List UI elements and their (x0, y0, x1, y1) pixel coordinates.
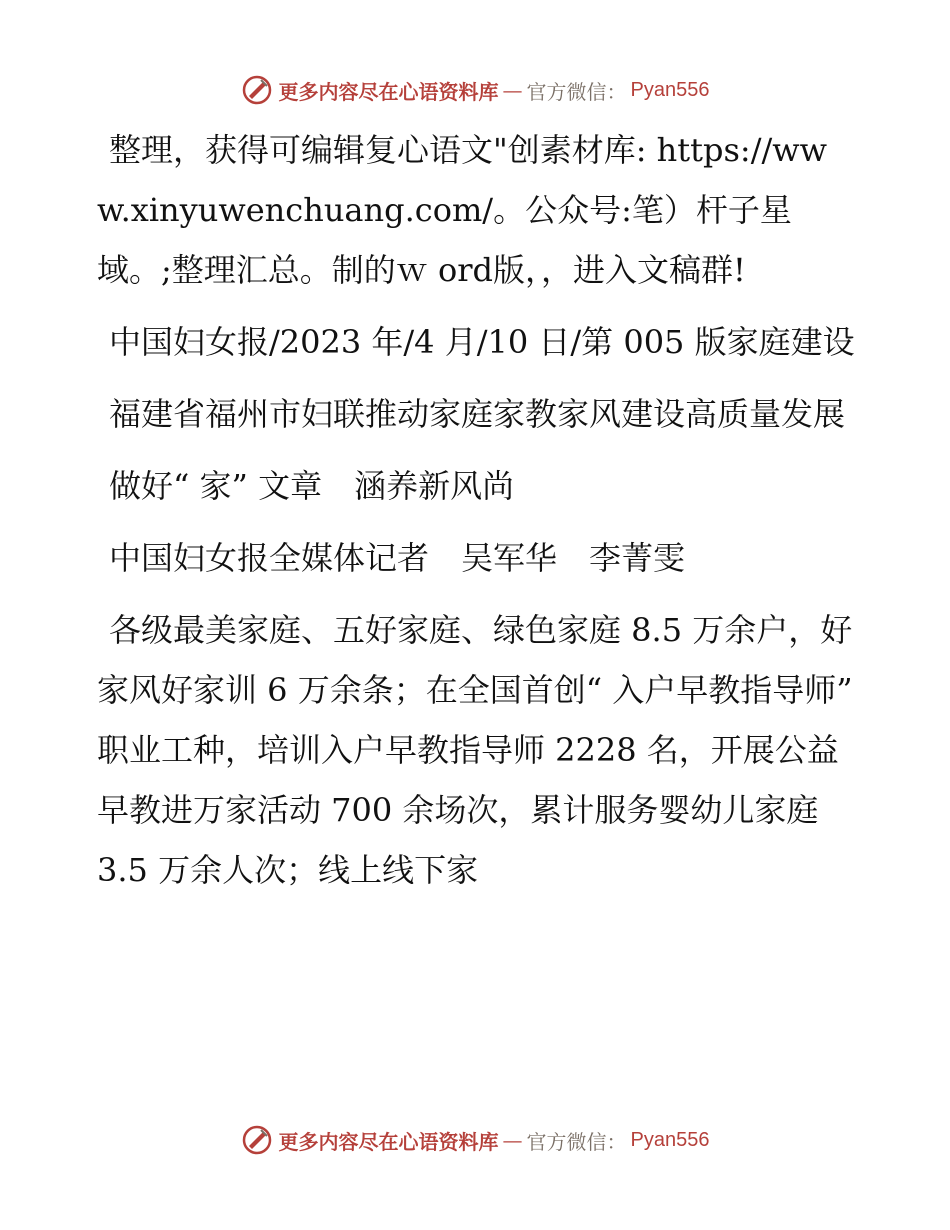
banner-wechat-label: 官方微信： (526, 1129, 627, 1154)
banner-slogan: 更多内容尽在心语资料库 (278, 79, 499, 104)
article-subheadline: 做好“ 家” 文章 涵养新风尚 (109, 467, 515, 505)
banner-dash: — (502, 1128, 523, 1152)
article-byline: 中国妇女报全媒体记者 吴军华 李菁雯 (109, 539, 686, 577)
intro-paragraph: 整理，获得可编辑复心语文"创素材库: https://www.xinyuwenchuang.com/。公众号:笔）杆子星域。;整理汇总。制的ｗ ord版，，进入文稿群! (97, 131, 828, 289)
header-watermark-banner (0, 70, 950, 110)
banner-wechat-id: Pyan556 (630, 78, 710, 101)
source-line: 中国妇女报/2023 年/4 月/10 日/第 005 版家庭建设 (109, 323, 855, 361)
document-body (97, 120, 857, 912)
banner-wechat-label: 官方微信： (526, 79, 627, 104)
footer-watermark-banner (0, 1120, 950, 1160)
banner-dash: — (502, 78, 523, 102)
article-body-paragraph: 各级最美家庭、五好家庭、绿色家庭 8.5 万余户，好家风好家训 6 万余条；在全国首创“ 入户早教指导师” 职业工种，培训入户早教指导师 2228 名，开展公益早教进万家活动 700 余场次，累计服务婴幼儿家庭 3.5 万余人次；线上线下家 (97, 611, 853, 889)
banner-slogan: 更多内容尽在心语资料库 (278, 1129, 499, 1154)
brand-logo-icon (241, 1124, 273, 1156)
article-headline: 福建省福州市妇联推动家庭家教家风建设高质量发展 (109, 395, 846, 433)
brand-logo-icon (241, 74, 273, 106)
banner-wechat-id: Pyan556 (630, 1128, 710, 1151)
